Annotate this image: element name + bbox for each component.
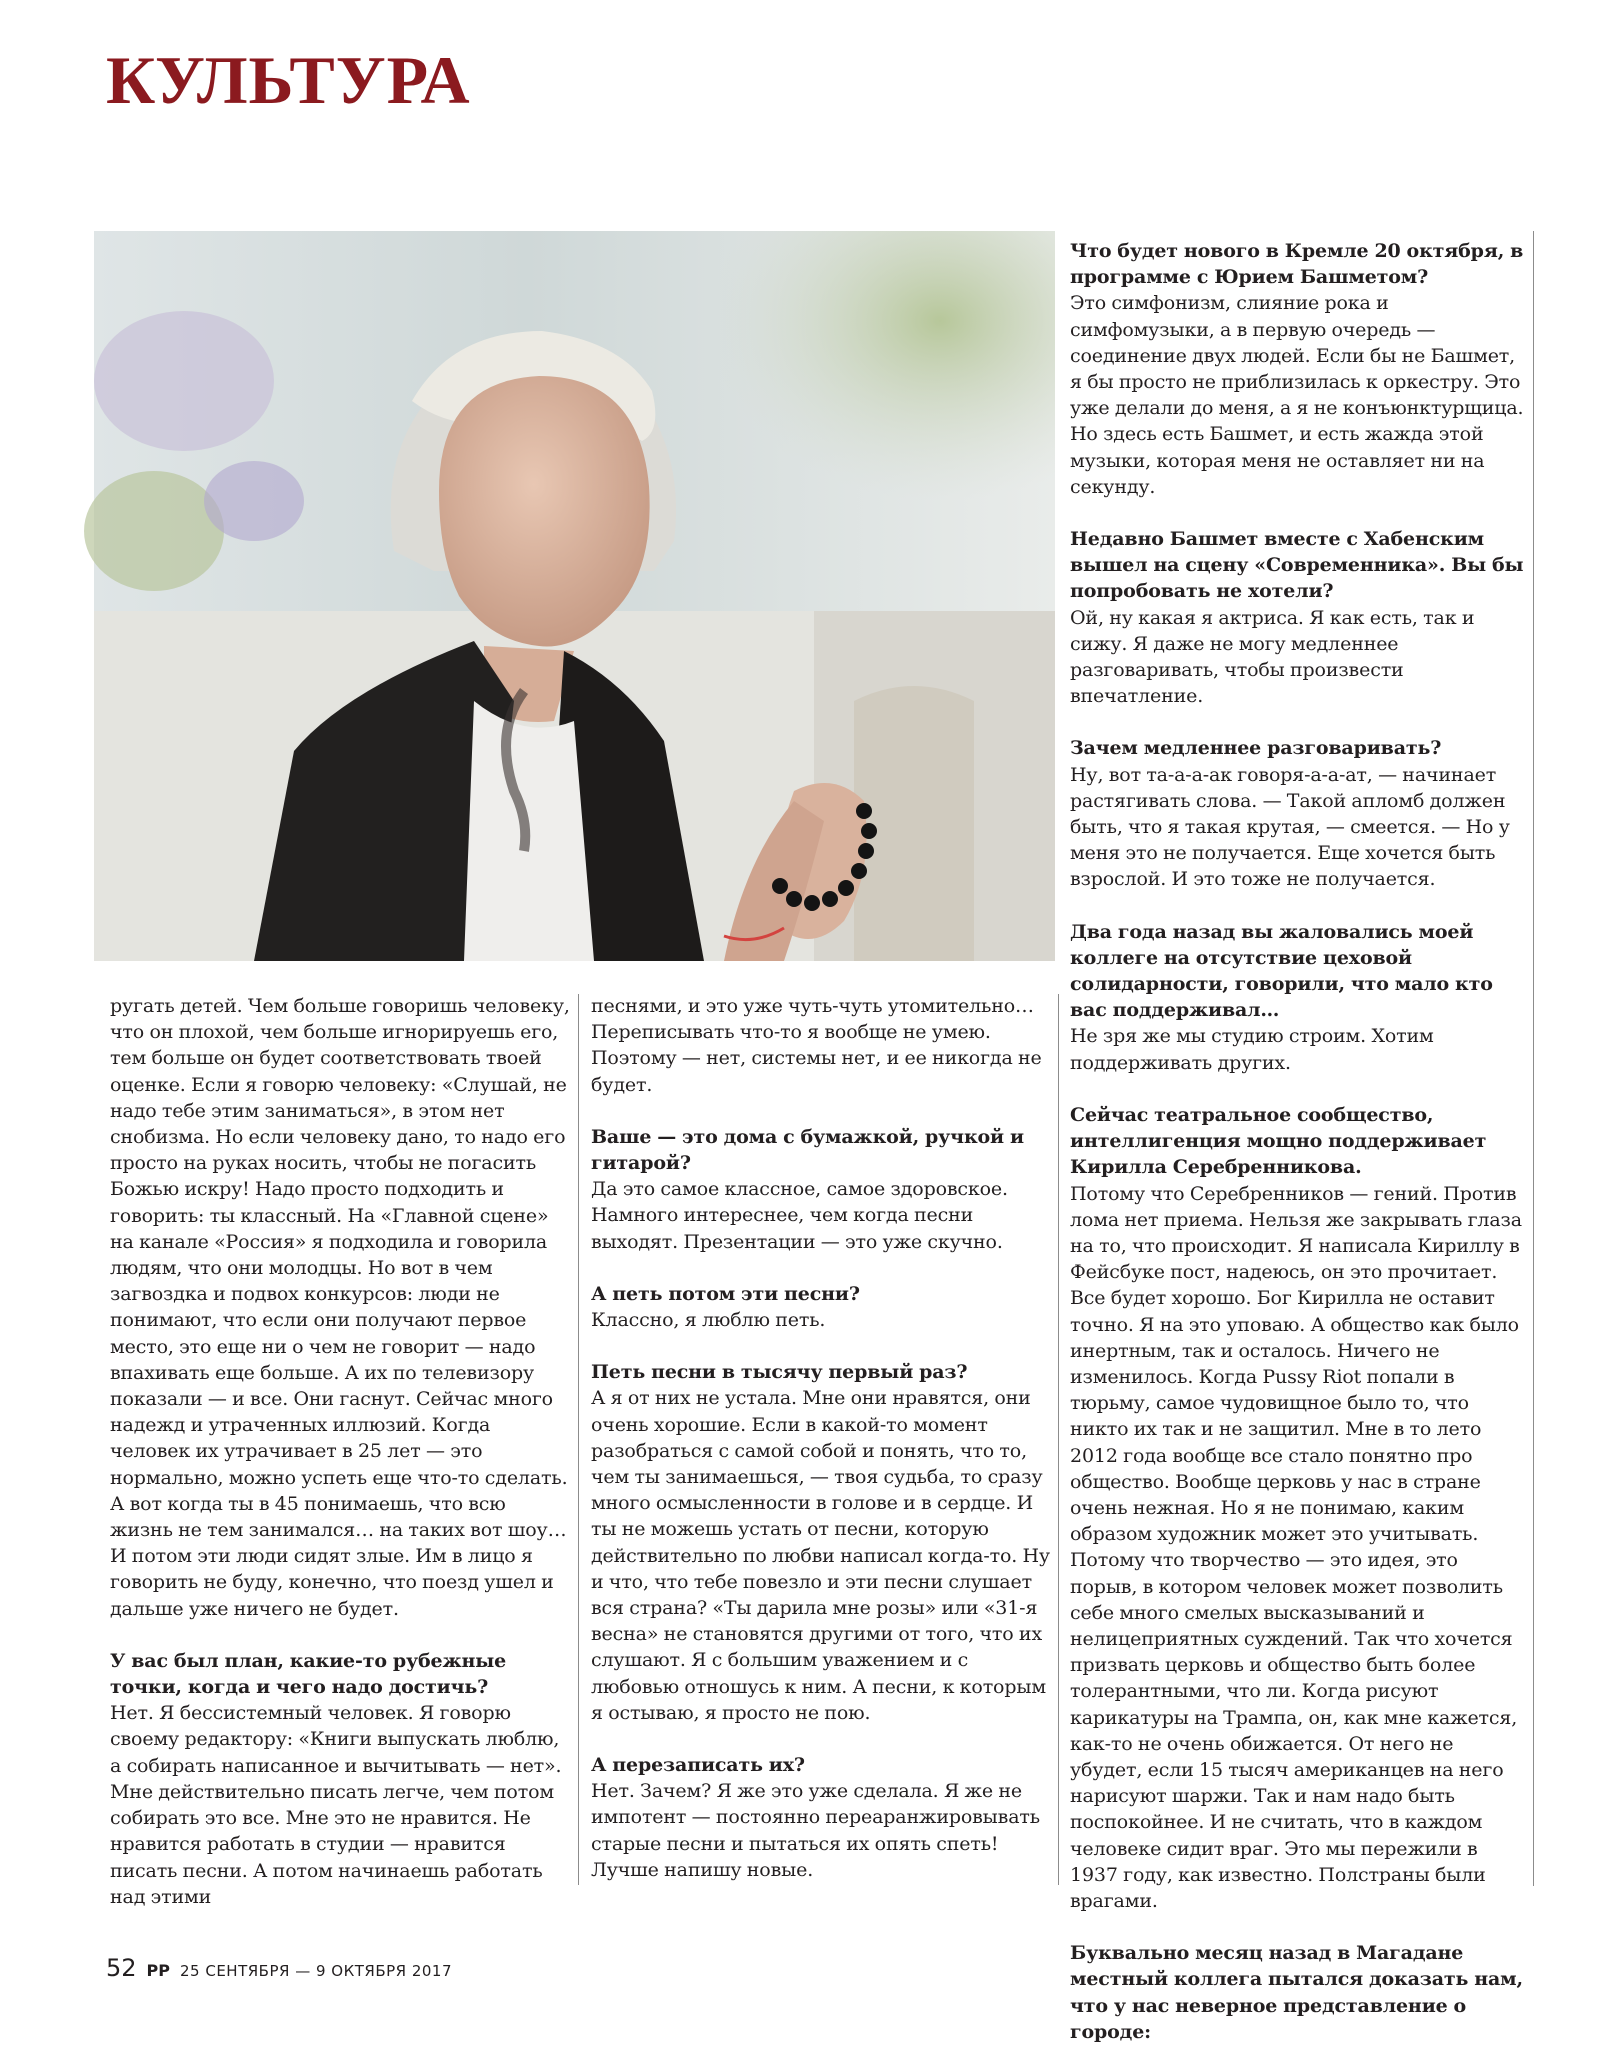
question-paragraph: Зачем медленнее разговаривать? [1070,737,1442,760]
page-footer [106,1954,452,1982]
question-paragraph: А петь потом эти песни? [591,1282,860,1305]
question-paragraph: У вас был план, какие-то рубежные точки, когда и чего надо достичь? [110,1649,507,1699]
question-paragraph: Недавно Башмет вместе с Хабенским вышел на сцену «Современника». Вы бы попробовать не хотели? [1070,528,1524,603]
page-edge-rule [1533,231,1534,1886]
column-divider [1058,994,1059,1885]
answer-paragraph: Ну, вот та-а-а-ак говоря-а-а-ат, — начинает растягивать слова. — Такой апломб должен быть, что я такая крутая, — смеется. — Но у меня это не получается. Еще хочется быть взрослой. И это тоже не получается. [1070,763,1510,891]
issue-date: 25 СЕНТЯБРЯ — 9 ОКТЯБРЯ 2017 [180,1962,453,1980]
question-paragraph: Ваше — это дома с бумажкой, ручкой и гитарой? [591,1125,1024,1175]
question-paragraph: Что будет нового в Кремле 20 октября, в программе с Юрием Башметом? [1070,240,1524,289]
answer-paragraph: Не зря же мы студию строим. Хотим поддерживать других. [1070,1025,1434,1074]
answer-paragraph: Потому что Серебренников — гений. Против лома нет приема. Нельзя же закрывать глаза на то, что происходит. Я написала Кириллу в Фейсбуке пост, надеюсь, он это прочитает. Все будет хорошо. Бог Кирилла не оставит точно. Я на это уповаю. А общество как было инертным, так и осталось. Ничего не изменилось. Когда Pussy Riot попали в тюрьму, самое чудовищное было то, что никто их так и не защитил. Мне в то лето 2012 года вообще все стало понятно про общество. Вообще церковь у нас в стране очень нежная. Но я не понимаю, каким образом художник может это учитывать. Потому что творчество — это идея, это порыв, в котором человек может позволить себе много смелых высказываний и нелицеприятных суждений. Так что хочется призвать церковь и общество быть более толерантными, что ли. Когда рисуют карикатуры на Трампа, он, как мне кажется, как-то не очень обижается. От него не убудет, если 15 тысяч американцев на него нарисуют шаржи. Так и нам надо быть поспокойнее. И не считать, что в каждом человеке сидит враг. Это мы пережили в 1937 году, как известно. Полстраны были врагами. [1070,1182,1522,1912]
answer-paragraph: Ой, ну какая я актриса. Я как есть, так и сижу. Я даже не могу медленнее разговаривать, чтобы произвести впечатление. [1070,606,1475,708]
article-column-right [1070,238,1525,2043]
answer-paragraph: Нет. Зачем? Я же это уже сделала. Я же не импотент — постоянно переаранжировывать старые песни и пытаться их опять спеть! Лучше напишу новые. [591,1780,1040,1881]
portrait-illustration [94,231,1055,961]
answer-paragraph: ругать детей. Чем больше говоришь человеку, что он плохой, чем больше игнорируешь его, тем больше он будет соответствовать твоей оценке. Если я говорю человеку: «Слушай, не надо тебе этим заниматься», в этом нет снобизма. Но если человеку дано, то надо его просто на руках носить, чтобы не погасить Божью искру! Надо просто подходить и говорить: ты классный. На «Главной сцене» на канале «Россия» я подходила и говорила людям, что они молодцы. Но вот в чем загвоздка и подвох конкурсов: люди не понимают, что если они получают первое место, это еще ни о чем не говорит — надо впахивать еще больше. А их по телевизору показали — и все. Они гаснут. Сейчас много надежд и утраченных иллюзий. Когда человек их утрачивает в 25 лет — это нормально, можно успеть еще что-то сделать. А вот когда ты в 45 понимаешь, что всю жизнь не тем занимался… на таких вот шоу… И потом эти люди сидят злые. Им в лицо я говорить не буду, конечно, что поезд ушел и дальше уже ничего не будет. [110,995,570,1620]
article-column-middle [591,993,1056,1886]
answer-paragraph: Это симфонизм, слияние рока и симфомузыки, а в первую очередь — соединение двух людей. Если бы не Башмет, я бы просто не приблизилась к оркестру. Это уже делали до меня, а я не конъюнктурщица. Но здесь есть Башмет, и есть жажда этой музыки, которая меня не оставляет ни на секунду. [1070,292,1524,498]
question-paragraph: А перезаписать их? [591,1754,805,1777]
magazine-name: РР [146,1961,170,1980]
question-paragraph: Петь песни в тысячу первый раз? [591,1361,968,1384]
answer-paragraph: Да это самое классное, самое здоровское. Намного интереснее, чем когда песни выходят. Презентации — это уже скучно. [591,1178,1008,1253]
section-title: КУЛЬТУРА [106,42,471,118]
answer-paragraph: песнями, и это уже чуть-чуть утомительно… Переписывать что-то я вообще не умею. Поэтому — нет, системы нет, и ее никогда не будет. [591,995,1042,1096]
answer-paragraph: Классно, я люблю петь. [591,1309,826,1332]
question-paragraph: Два года назад вы жаловались моей коллеге на отсутствие цеховой солидарности, говорили, что мало кто вас поддерживал… [1070,920,1493,1022]
page-number: 52 [106,1954,137,1982]
column-divider [578,994,579,1885]
answer-paragraph: Нет. Я бессистемный человек. Я говорю своему редактору: «Книги выпускать люблю, а собирать написанное и вычитывать — нет». Мне действительно писать легче, чем потом собирать это все. Мне это не нравится. Не нравится работать в студии — нравится писать песни. А потом начинаешь работать над этими [110,1702,562,1908]
article-column-left [110,993,570,1908]
answer-paragraph: А я от них не устала. Мне они нравятся, они очень хорошие. Если в какой-то момент разобраться с самой собой и понять, что то, чем ты занимаешься, — твоя судьба, то сразу много осмысленности в голове и в сердце. И ты не можешь устать от песни, которую действительно по любви написал когда-то. Ну и что, что тебе повезло и эти песни слушает вся страна? «Ты дарила мне розы» или «31-я весна» не становятся другими от того, что их слушают. Я с большим уважением и с любовью отношусь к ним. А песни, к которым я остываю, я просто не пою. [591,1387,1050,1724]
question-paragraph: Сейчас театральное сообщество, интеллигенция мощно поддерживает Кирилла Серебренникова. [1070,1103,1487,1179]
portrait-photo [94,231,1055,961]
question-paragraph: Буквально месяц назад в Магадане местный коллега пытался доказать нам, что у нас неверное представление о городе: [1070,1942,1523,2043]
